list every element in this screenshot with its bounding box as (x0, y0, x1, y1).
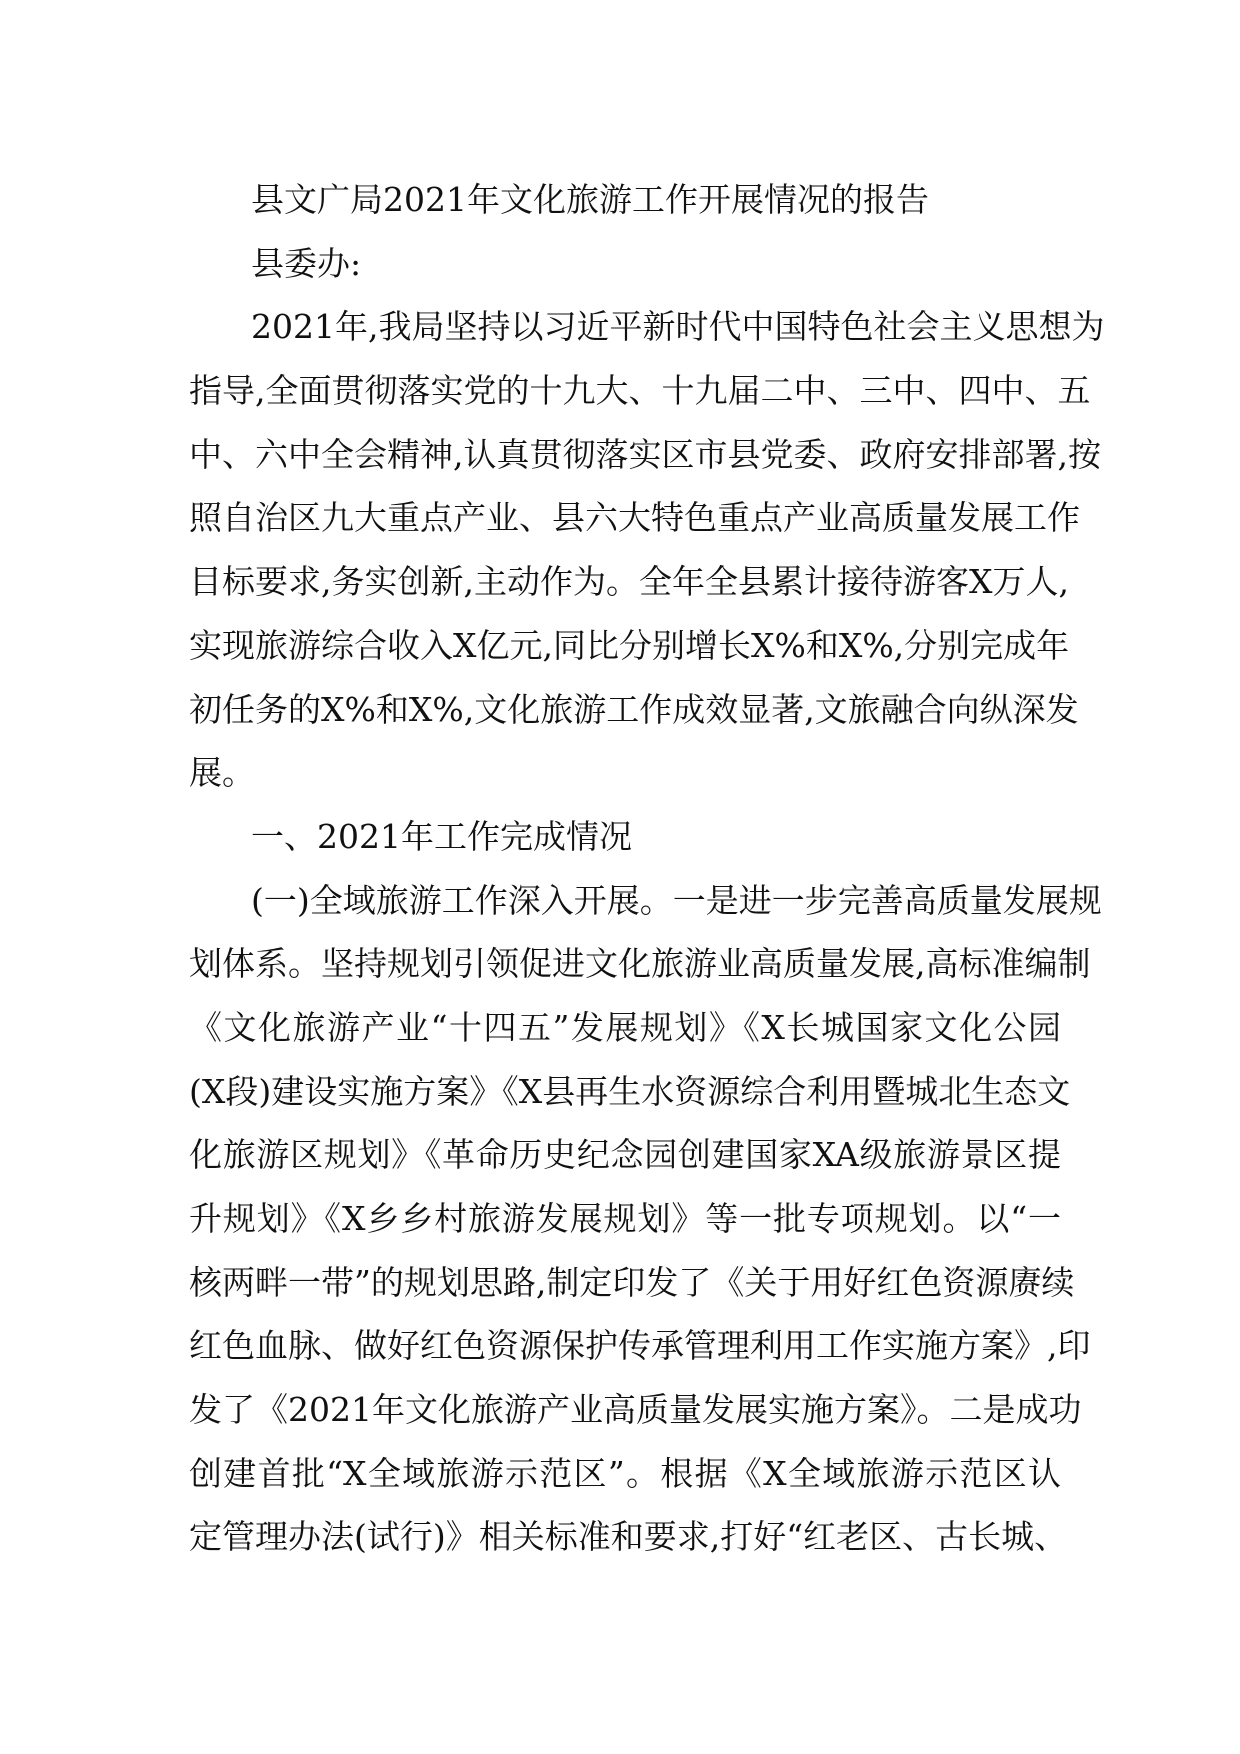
paragraph-line: 初任务的X%和X%,文化旅游工作成效显著,文旅融合向纵深发 (189, 689, 1079, 729)
document-title: 县文广局2021年文化旅游工作开展情况的报告 (251, 180, 929, 219)
section-heading-text: 一、2021年工作完成情况 (251, 816, 632, 856)
paragraph-line: 中、六中全会精神,认真贯彻落实区市县党委、政府安排部署,按 (189, 434, 1101, 474)
paragraph-tourism (189, 869, 1102, 1570)
section-heading (189, 805, 1061, 869)
paragraph-line: (X段)建设实施方案》《X县再生水资源综合利用暨城北生态文 (189, 1071, 1071, 1111)
paragraph-line: 红色血脉、做好红色资源保护传承管理利用工作实施方案》,印 (189, 1326, 1091, 1366)
paragraph-line: 目标要求,务实创新,主动作为。全年全县累计接待游客X万人, (189, 562, 1069, 602)
document-body (189, 168, 1105, 1569)
paragraph-line: 化旅游区规划》《革命历史纪念园创建国家XA级旅游景区提 (189, 1135, 1061, 1175)
paragraph-line: 定管理办法(试行)》相关标准和要求,打好“红老区、古长城、 (189, 1517, 1068, 1557)
paragraph-line: 核两畔一带”的规划思路,制定印发了《关于用好红色资源赓续 (189, 1262, 1075, 1302)
paragraph-line: 2021年,我局坚持以习近平新时代中国特色社会主义思想为 (251, 307, 1105, 347)
paragraph-intro (189, 295, 1105, 805)
paragraph-line: 创建首批“X全域旅游示范区”。根据《X全域旅游示范区认 (189, 1453, 1061, 1493)
paragraph-line: 发了《2021年文化旅游产业高质量发展实施方案》。二是成功 (189, 1390, 1082, 1430)
paragraph-line: 升规划》《X乡乡村旅游发展规划》等一批专项规划。以“一 (189, 1199, 1061, 1238)
paragraph-line: 指导,全面贯彻落实党的十九大、十九届二中、三中、四中、五 (189, 371, 1091, 411)
paragraph-line: 照自治区九大重点产业、县六大特色重点产业高质量发展工作 (189, 498, 1080, 538)
paragraph-line: (一)全域旅游工作深入开展。一是进一步完善高质量发展规 (251, 880, 1102, 920)
paragraph-line: 实现旅游综合收入X亿元,同比分别增长X%和X%,分别完成年 (189, 625, 1070, 665)
paragraph-line: 展。 (189, 753, 255, 793)
salutation: 县委办: (251, 243, 362, 283)
paragraph-line: 划体系。坚持规划引领促进文化旅游业高质量发展,高标准编制 (189, 944, 1091, 984)
paragraph-line: 《文化旅游产业“十四五”发展规划》《X长城国家文化公园 (189, 1007, 1061, 1047)
